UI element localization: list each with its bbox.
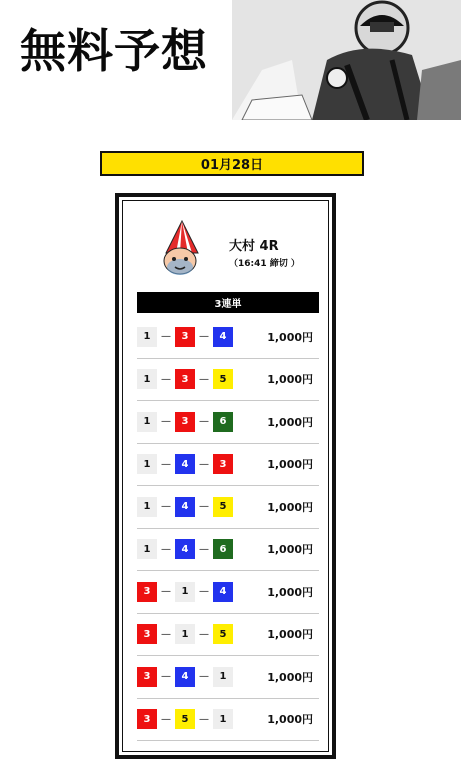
racer-photo [232, 0, 461, 120]
boat-number-badge: 1 [137, 497, 157, 517]
boat-number-badge: 4 [175, 667, 195, 687]
pick-row [137, 571, 319, 614]
pick-separator: — [199, 501, 209, 513]
boat-number-badge: 3 [175, 327, 195, 347]
pick-separator: — [161, 713, 171, 725]
pick-separator: — [199, 416, 209, 428]
race-header [123, 201, 328, 291]
pick-row [137, 444, 319, 487]
pick-amount: 1,000円 [267, 330, 313, 344]
prediction-card-inner [122, 200, 329, 752]
boat-number-badge: 5 [175, 709, 195, 729]
pick-separator: — [199, 458, 209, 470]
pick-separator: — [161, 458, 171, 470]
mascot-icon [158, 219, 202, 277]
pick-amount: 1,000円 [267, 500, 313, 514]
boat-number-badge: 5 [213, 497, 233, 517]
race-name: 大村 4R [229, 239, 279, 254]
boat-number-badge: 3 [137, 667, 157, 687]
pick-separator: — [161, 373, 171, 385]
pick-separator: — [199, 586, 209, 598]
hero-header [0, 0, 461, 120]
boat-number-badge: 4 [175, 497, 195, 517]
boat-number-badge: 6 [213, 539, 233, 559]
boat-number-badge: 4 [213, 582, 233, 602]
pick-row [137, 529, 319, 572]
boat-number-badge: 3 [175, 369, 195, 389]
boat-number-badge: 1 [213, 667, 233, 687]
boat-number-badge: 3 [213, 454, 233, 474]
boat-number-badge: 4 [175, 454, 195, 474]
pick-row [137, 656, 319, 699]
boat-number-badge: 3 [137, 582, 157, 602]
pick-separator: — [199, 331, 209, 343]
boat-number-badge: 1 [137, 327, 157, 347]
date-banner [100, 151, 364, 176]
pick-separator: — [199, 543, 209, 555]
pick-separator: — [161, 501, 171, 513]
pick-amount: 1,000円 [267, 373, 313, 387]
pick-amount: 1,000円 [267, 415, 313, 429]
pick-separator: — [199, 373, 209, 385]
pick-row [137, 316, 319, 359]
boat-number-badge: 1 [213, 709, 233, 729]
pick-row [137, 699, 319, 742]
pick-separator: — [161, 331, 171, 343]
boat-number-badge: 1 [175, 624, 195, 644]
pick-separator: — [161, 416, 171, 428]
boat-number-badge: 1 [137, 369, 157, 389]
boat-number-badge: 6 [213, 412, 233, 432]
boat-number-badge: 3 [137, 624, 157, 644]
boat-number-badge: 3 [137, 709, 157, 729]
picks-list [137, 316, 319, 741]
pick-amount: 1,000円 [267, 543, 313, 557]
boat-number-badge: 4 [213, 327, 233, 347]
pick-amount: 1,000円 [267, 713, 313, 727]
pick-separator: — [161, 671, 171, 683]
pick-separator: — [199, 671, 209, 683]
pick-separator: — [199, 713, 209, 725]
boat-number-badge: 5 [213, 624, 233, 644]
pick-separator: — [161, 628, 171, 640]
pick-separator: — [161, 543, 171, 555]
boat-number-badge: 1 [175, 582, 195, 602]
boat-number-badge: 3 [175, 412, 195, 432]
pick-amount: 1,000円 [267, 458, 313, 472]
pick-separator: — [199, 628, 209, 640]
boat-number-badge: 5 [213, 369, 233, 389]
page-title: 無料予想 [20, 24, 208, 78]
pick-amount: 1,000円 [267, 628, 313, 642]
pick-row [137, 359, 319, 402]
boat-number-badge: 1 [137, 412, 157, 432]
pick-row [137, 614, 319, 657]
race-deadline: （16:41 締切 ） [229, 259, 300, 269]
date-label: 01月28日 [200, 158, 264, 173]
bet-type-header: 3連単 [137, 292, 319, 313]
pick-row [137, 486, 319, 529]
pick-amount: 1,000円 [267, 670, 313, 684]
boat-number-badge: 1 [137, 539, 157, 559]
boat-number-badge: 1 [137, 454, 157, 474]
pick-separator: — [161, 586, 171, 598]
boat-number-badge: 4 [175, 539, 195, 559]
pick-amount: 1,000円 [267, 585, 313, 599]
prediction-card [115, 193, 336, 759]
pick-row [137, 401, 319, 444]
